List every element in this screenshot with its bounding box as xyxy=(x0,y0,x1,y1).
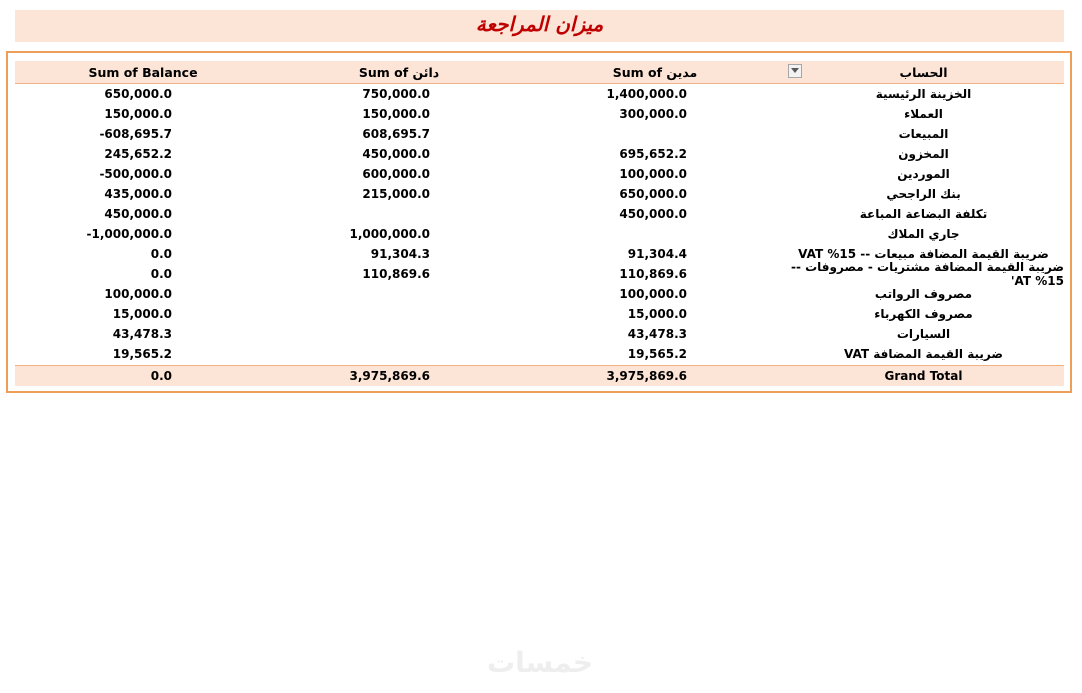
balance-cell: 15,000.0 xyxy=(112,307,172,321)
table-row xyxy=(15,324,1064,344)
account-cell[interactable]: جاري الملاك xyxy=(887,227,960,241)
pivot-table xyxy=(15,61,1064,386)
credit-cell: 750,000.0 xyxy=(362,87,430,101)
table-header xyxy=(15,61,1064,84)
balance-cell: 150,000.0 xyxy=(104,107,172,121)
credit-cell: 215,000.0 xyxy=(362,187,430,201)
title-bar xyxy=(15,10,1064,42)
balance-cell: 0.0 xyxy=(150,247,172,261)
credit-cell: 600,000.0 xyxy=(362,167,430,181)
debit-cell: 650,000.0 xyxy=(619,187,687,201)
account-cell[interactable]: الخزينة الرئيسية xyxy=(875,87,972,101)
balance-cell: 100,000.0 xyxy=(104,287,172,301)
total-balance: 0.0 xyxy=(150,369,172,383)
account-cell[interactable]: السيارات xyxy=(896,327,951,341)
debit-cell: 110,869.6 xyxy=(619,267,687,281)
credit-cell: 1,000,000.0 xyxy=(349,227,430,241)
account-cell[interactable]: تكلفة البضاعة المباعة xyxy=(859,207,988,221)
account-cell[interactable]: مصروف الكهرباء xyxy=(874,307,973,321)
balance-cell: 0.0 xyxy=(150,267,172,281)
header-balance[interactable]: Sum of Balance xyxy=(88,64,198,80)
table-row xyxy=(15,224,1064,244)
watermark-logo: خمسات xyxy=(486,646,594,679)
account-cell[interactable]: بنك الراجحي xyxy=(886,187,961,201)
debit-cell: 43,478.3 xyxy=(627,327,687,341)
account-cell[interactable]: ضريبة القيمة المضافة مشتريات - مصروفات -- AT %15' xyxy=(790,260,1064,288)
balance-cell: 435,000.0 xyxy=(104,187,172,201)
table-row xyxy=(15,304,1064,324)
credit-cell: 110,869.6 xyxy=(362,267,430,281)
account-cell[interactable]: ضريبة القيمة المضافة VAT xyxy=(844,347,1003,361)
account-cell[interactable]: المخزون xyxy=(898,147,949,161)
credit-cell: 150,000.0 xyxy=(362,107,430,121)
account-cell[interactable]: مصروف الرواتب xyxy=(874,287,973,301)
credit-cell: 450,000.0 xyxy=(362,147,430,161)
debit-cell: 100,000.0 xyxy=(619,167,687,181)
debit-cell: 695,652.2 xyxy=(619,147,687,161)
table-row xyxy=(15,124,1064,144)
balance-cell: 43,478.3 xyxy=(112,327,172,341)
account-cell[interactable]: العملاء xyxy=(904,107,943,121)
table-row xyxy=(15,164,1064,184)
balance-cell: 245,652.2 xyxy=(104,147,172,161)
credit-cell: 91,304.3 xyxy=(370,247,430,261)
table-body xyxy=(15,84,1064,364)
header-credit[interactable]: Sum of دائن xyxy=(358,64,440,80)
credit-cell: 608,695.7 xyxy=(362,127,430,141)
grand-total-row xyxy=(15,365,1064,386)
debit-cell: 450,000.0 xyxy=(619,207,687,221)
balance-cell: -1,000,000.0 xyxy=(86,227,172,241)
header-account[interactable]: الحساب xyxy=(899,64,948,80)
table-row xyxy=(15,184,1064,204)
table-row xyxy=(15,204,1064,224)
table-row xyxy=(15,260,1064,288)
debit-cell: 15,000.0 xyxy=(627,307,687,321)
table-row xyxy=(15,144,1064,164)
header-debit[interactable]: Sum of مدين xyxy=(612,64,698,80)
table-row xyxy=(15,84,1064,104)
debit-cell: 100,000.0 xyxy=(619,287,687,301)
balance-cell: 450,000.0 xyxy=(104,207,172,221)
balance-cell: -500,000.0 xyxy=(99,167,172,181)
account-cell[interactable]: ضريبة القيمة المضافة مبيعات -- VAT %15 xyxy=(798,247,1049,261)
table-row xyxy=(15,344,1064,364)
debit-cell: 19,565.2 xyxy=(627,347,687,361)
total-credit: 3,975,869.6 xyxy=(349,369,430,383)
account-cell[interactable]: الموردين xyxy=(897,167,950,181)
total-label: Grand Total xyxy=(884,369,963,383)
account-cell[interactable]: المبيعات xyxy=(898,127,949,141)
debit-cell: 300,000.0 xyxy=(619,107,687,121)
page-title: ميزان المراجعة xyxy=(475,12,604,36)
debit-cell: 91,304.4 xyxy=(627,247,687,261)
table-row xyxy=(15,104,1064,124)
balance-cell: 650,000.0 xyxy=(104,87,172,101)
total-debit: 3,975,869.6 xyxy=(606,369,687,383)
table-row xyxy=(15,284,1064,304)
debit-cell: 1,400,000.0 xyxy=(606,87,687,101)
balance-cell: 19,565.2 xyxy=(112,347,172,361)
balance-cell: -608,695.7 xyxy=(99,127,172,141)
